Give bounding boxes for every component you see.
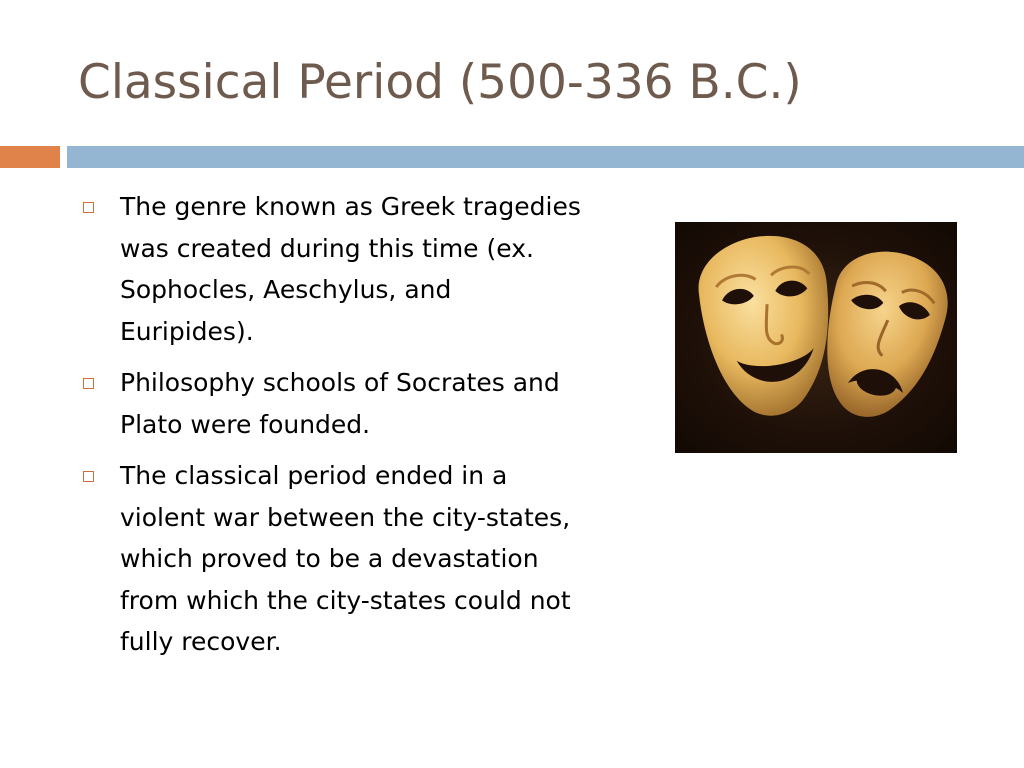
bullet-text: The classical period ended in a violent war between the city-states, which proved to be a devastation from which the city-states could not fully recover. [120, 461, 571, 656]
square-bullet-icon [83, 378, 94, 389]
accent-bar-blue [67, 146, 1024, 168]
slide-title: Classical Period (500-336 B.C.) [78, 55, 802, 110]
theater-masks-icon [675, 222, 957, 453]
square-bullet-icon [83, 471, 94, 482]
bullet-item [78, 362, 588, 445]
bullet-list [78, 186, 588, 673]
accent-bar-orange [0, 146, 60, 168]
bullet-item [78, 186, 588, 352]
bullet-text: Philosophy schools of Socrates and Plato were founded. [120, 368, 560, 439]
square-bullet-icon [83, 202, 94, 213]
bullet-item [78, 455, 588, 663]
bullet-text: The genre known as Greek tragedies was created during this time (ex. Sophocles, Aeschylus, and Euripides). [120, 192, 581, 346]
theater-masks-image [675, 222, 957, 453]
